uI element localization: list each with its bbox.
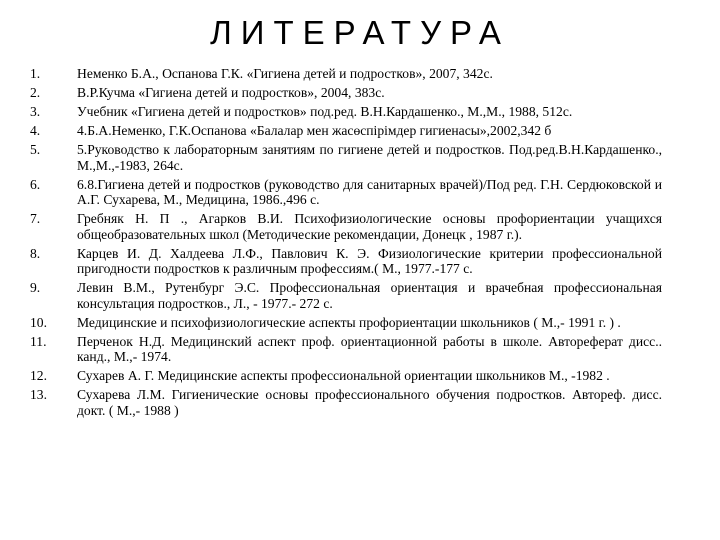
item-number: 9. [30, 280, 41, 295]
item-number: 2. [30, 85, 41, 100]
list-item [30, 315, 662, 331]
reference-text: Учебник «Гигиена детей и подростков» под.ред. В.Н.Кардашенко., М.,М., 1988, 512с. [77, 104, 573, 119]
reference-text: 5.Руководство к лабораторным занятиям по гигиене детей и подростков. Под.ред.В.Н.Кардашенко., М.,М.,-1983, 264с. [77, 142, 662, 173]
reference-list [30, 66, 662, 422]
item-number: 10. [30, 314, 47, 330]
page-title: ЛИТЕРАТУРА [210, 14, 510, 51]
reference-text: Левин В.М., Рутенбург Э.С. Профессиональная ориентация и врачебная профессиональная консультация подростков., Л., - 1977.- 272 с. [77, 280, 662, 311]
reference-text: Карцев И. Д. Халдеева Л.Ф., Павлович К. Э. Физиологические критерии профессиональной пригодности подростков к различным профессиям.( М., 1977.-177 с. [77, 245, 662, 276]
list-item [30, 104, 662, 120]
item-number: 1. [30, 66, 41, 81]
item-number: 3. [30, 104, 41, 119]
item-number: 11. [30, 333, 47, 349]
list-item [30, 66, 662, 82]
list-item [30, 142, 662, 173]
item-number: 5. [30, 142, 41, 157]
list-item [30, 211, 662, 242]
list-item [30, 368, 662, 384]
list-item [30, 334, 662, 365]
list-item [30, 246, 662, 277]
reference-text: В.Р.Кучма «Гигиена детей и подростков», 2004, 383с. [77, 85, 385, 100]
list-item [30, 85, 662, 101]
reference-text: Медицинские и психофизиологические аспекты профориентации школьников ( М.,- 1991 г. ) . [77, 314, 621, 330]
list-item [30, 280, 662, 311]
item-number: 4. [30, 123, 41, 138]
item-number: 13. [30, 387, 47, 402]
reference-text: 4.Б.А.Неменко, Г.К.Оспанова «Балалар мен жасөспірімдер гигиенасы»,2002,342 б [77, 123, 552, 138]
list-item [30, 123, 662, 139]
item-number: 6. [30, 176, 41, 192]
reference-text: Гребняк Н. П ., Агарков В.И. Психофизиологические основы профориентации учащихся общеобразовательных школ (Методические рекомендации, Донецк , 1987 г.). [77, 211, 662, 242]
list-item [30, 387, 662, 418]
reference-text: Перченок Н.Д. Медицинский аспект проф. ориентационной работы в школе. Автореферат дисс.. канд., М.,- 1974. [77, 333, 662, 364]
reference-text: 6.8.Гигиена детей и подростков (руководство для санитарных врачей)/Под ред. Г.Н. Сердюковской и А.Г. Сухарева, М., Медицина, 1986.,496 с. [77, 176, 662, 207]
item-number: 7. [30, 211, 41, 226]
list-item [30, 177, 662, 208]
reference-text: Сухарева Л.М. Гигиенические основы профессионального обучения подростков. Автореф. дисс. докт. ( М.,- 1988 ) [77, 387, 662, 418]
reference-text: Сухарев А. Г. Медицинские аспекты профессиональной ориентации школьников М., -1982 . [77, 368, 610, 383]
reference-text: Неменко Б.А., Оспанова Г.К. «Гигиена детей и подростков», 2007, 342с. [77, 66, 493, 81]
item-number: 8. [30, 245, 41, 261]
item-number: 12. [30, 368, 47, 383]
